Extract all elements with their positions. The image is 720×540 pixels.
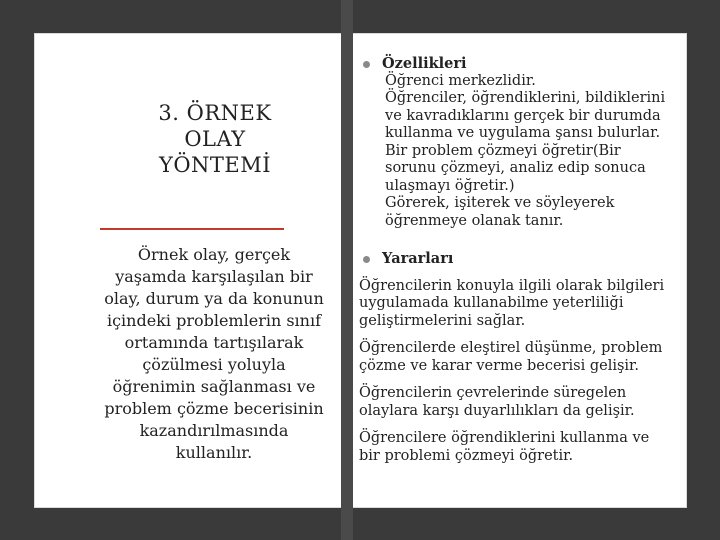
benefits-section (357, 250, 677, 465)
title-divider (100, 228, 284, 230)
benefits-list (359, 278, 677, 466)
feature-line: Görerek, işiterek ve söyleyerek (385, 195, 615, 211)
features-section (357, 55, 677, 230)
slide-title-line: 3. ÖRNEK (158, 101, 272, 125)
definition-line: kullanılır. (175, 443, 253, 462)
definition-line: Örnek olay, gerçek (137, 245, 291, 264)
slide-title-block (100, 100, 330, 178)
definition-line: olay, durum ya da konunun (104, 289, 324, 308)
benefits-heading-row (357, 250, 677, 268)
benefit-line: Öğrencilerde eleştirel düşünme, problem (359, 340, 663, 356)
features-heading-row (357, 55, 677, 73)
benefits-heading: Yararları (382, 250, 454, 267)
bullet-icon (363, 61, 370, 68)
benefit-line: çözme ve karar verme becerisi gelişir. (359, 357, 639, 374)
benefit-item (359, 430, 677, 465)
definition-line: yaşamda karşılaşılan bir (115, 267, 313, 286)
features-heading: Özellikleri (382, 55, 467, 72)
definition-line: kazandırılmasında (139, 421, 289, 440)
benefit-line: olaylara karşı duyarlılıkları da gelişir. (359, 402, 635, 419)
definition-line: içindeki problemlerin sınıf (106, 311, 322, 330)
benefit-line: bir problemi çözmeyi öğretir. (359, 447, 574, 464)
benefit-line: Öğrencilere öğrendiklerini kullanma ve (359, 430, 650, 446)
feature-line: ve kavradıklarını gerçek bir durumda (385, 107, 661, 124)
feature-line: Öğrenci merkezlidir. (385, 72, 536, 89)
definition-line: öğrenimin sağlanması ve (112, 377, 316, 396)
feature-line: sorunu çözmeyi, analiz edip sonuca (385, 160, 646, 176)
slide-title-line: YÖNTEMİ (158, 153, 272, 177)
definition-line: problem çözme becerisinin (104, 399, 324, 418)
benefit-item (359, 340, 677, 375)
benefit-line: geliştirmelerini sağlar. (359, 312, 526, 329)
benefit-item (359, 385, 677, 420)
benefit-line: uygulamada kullanabilme yeterliliği (359, 295, 624, 311)
feature-line: öğrenmeye olanak tanır. (385, 212, 564, 229)
features-list (385, 73, 677, 231)
benefit-item (359, 278, 677, 331)
bullet-icon (363, 256, 370, 263)
definition-line: çözülmesi yoluyla (142, 355, 286, 374)
binder-spine (341, 0, 353, 540)
slide-title-line: OLAY (184, 127, 246, 151)
benefit-line: Öğrencilerin çevrelerinde süregelen (359, 385, 627, 401)
feature-line: ulaşmayı öğretir.) (385, 177, 515, 194)
details-column (357, 55, 677, 465)
definition-text (100, 244, 328, 464)
definition-line: ortamında tartışılarak (124, 333, 304, 352)
feature-line: kullanma ve uygulama şansı bulurlar. (385, 125, 661, 141)
benefit-line: Öğrencilerin konuyla ilgili olarak bilgileri (359, 277, 665, 294)
feature-line: Öğrenciler, öğrendiklerini, bildiklerini (385, 90, 666, 106)
feature-line: Bir problem çözmeyi öğretir(Bir (385, 142, 621, 159)
